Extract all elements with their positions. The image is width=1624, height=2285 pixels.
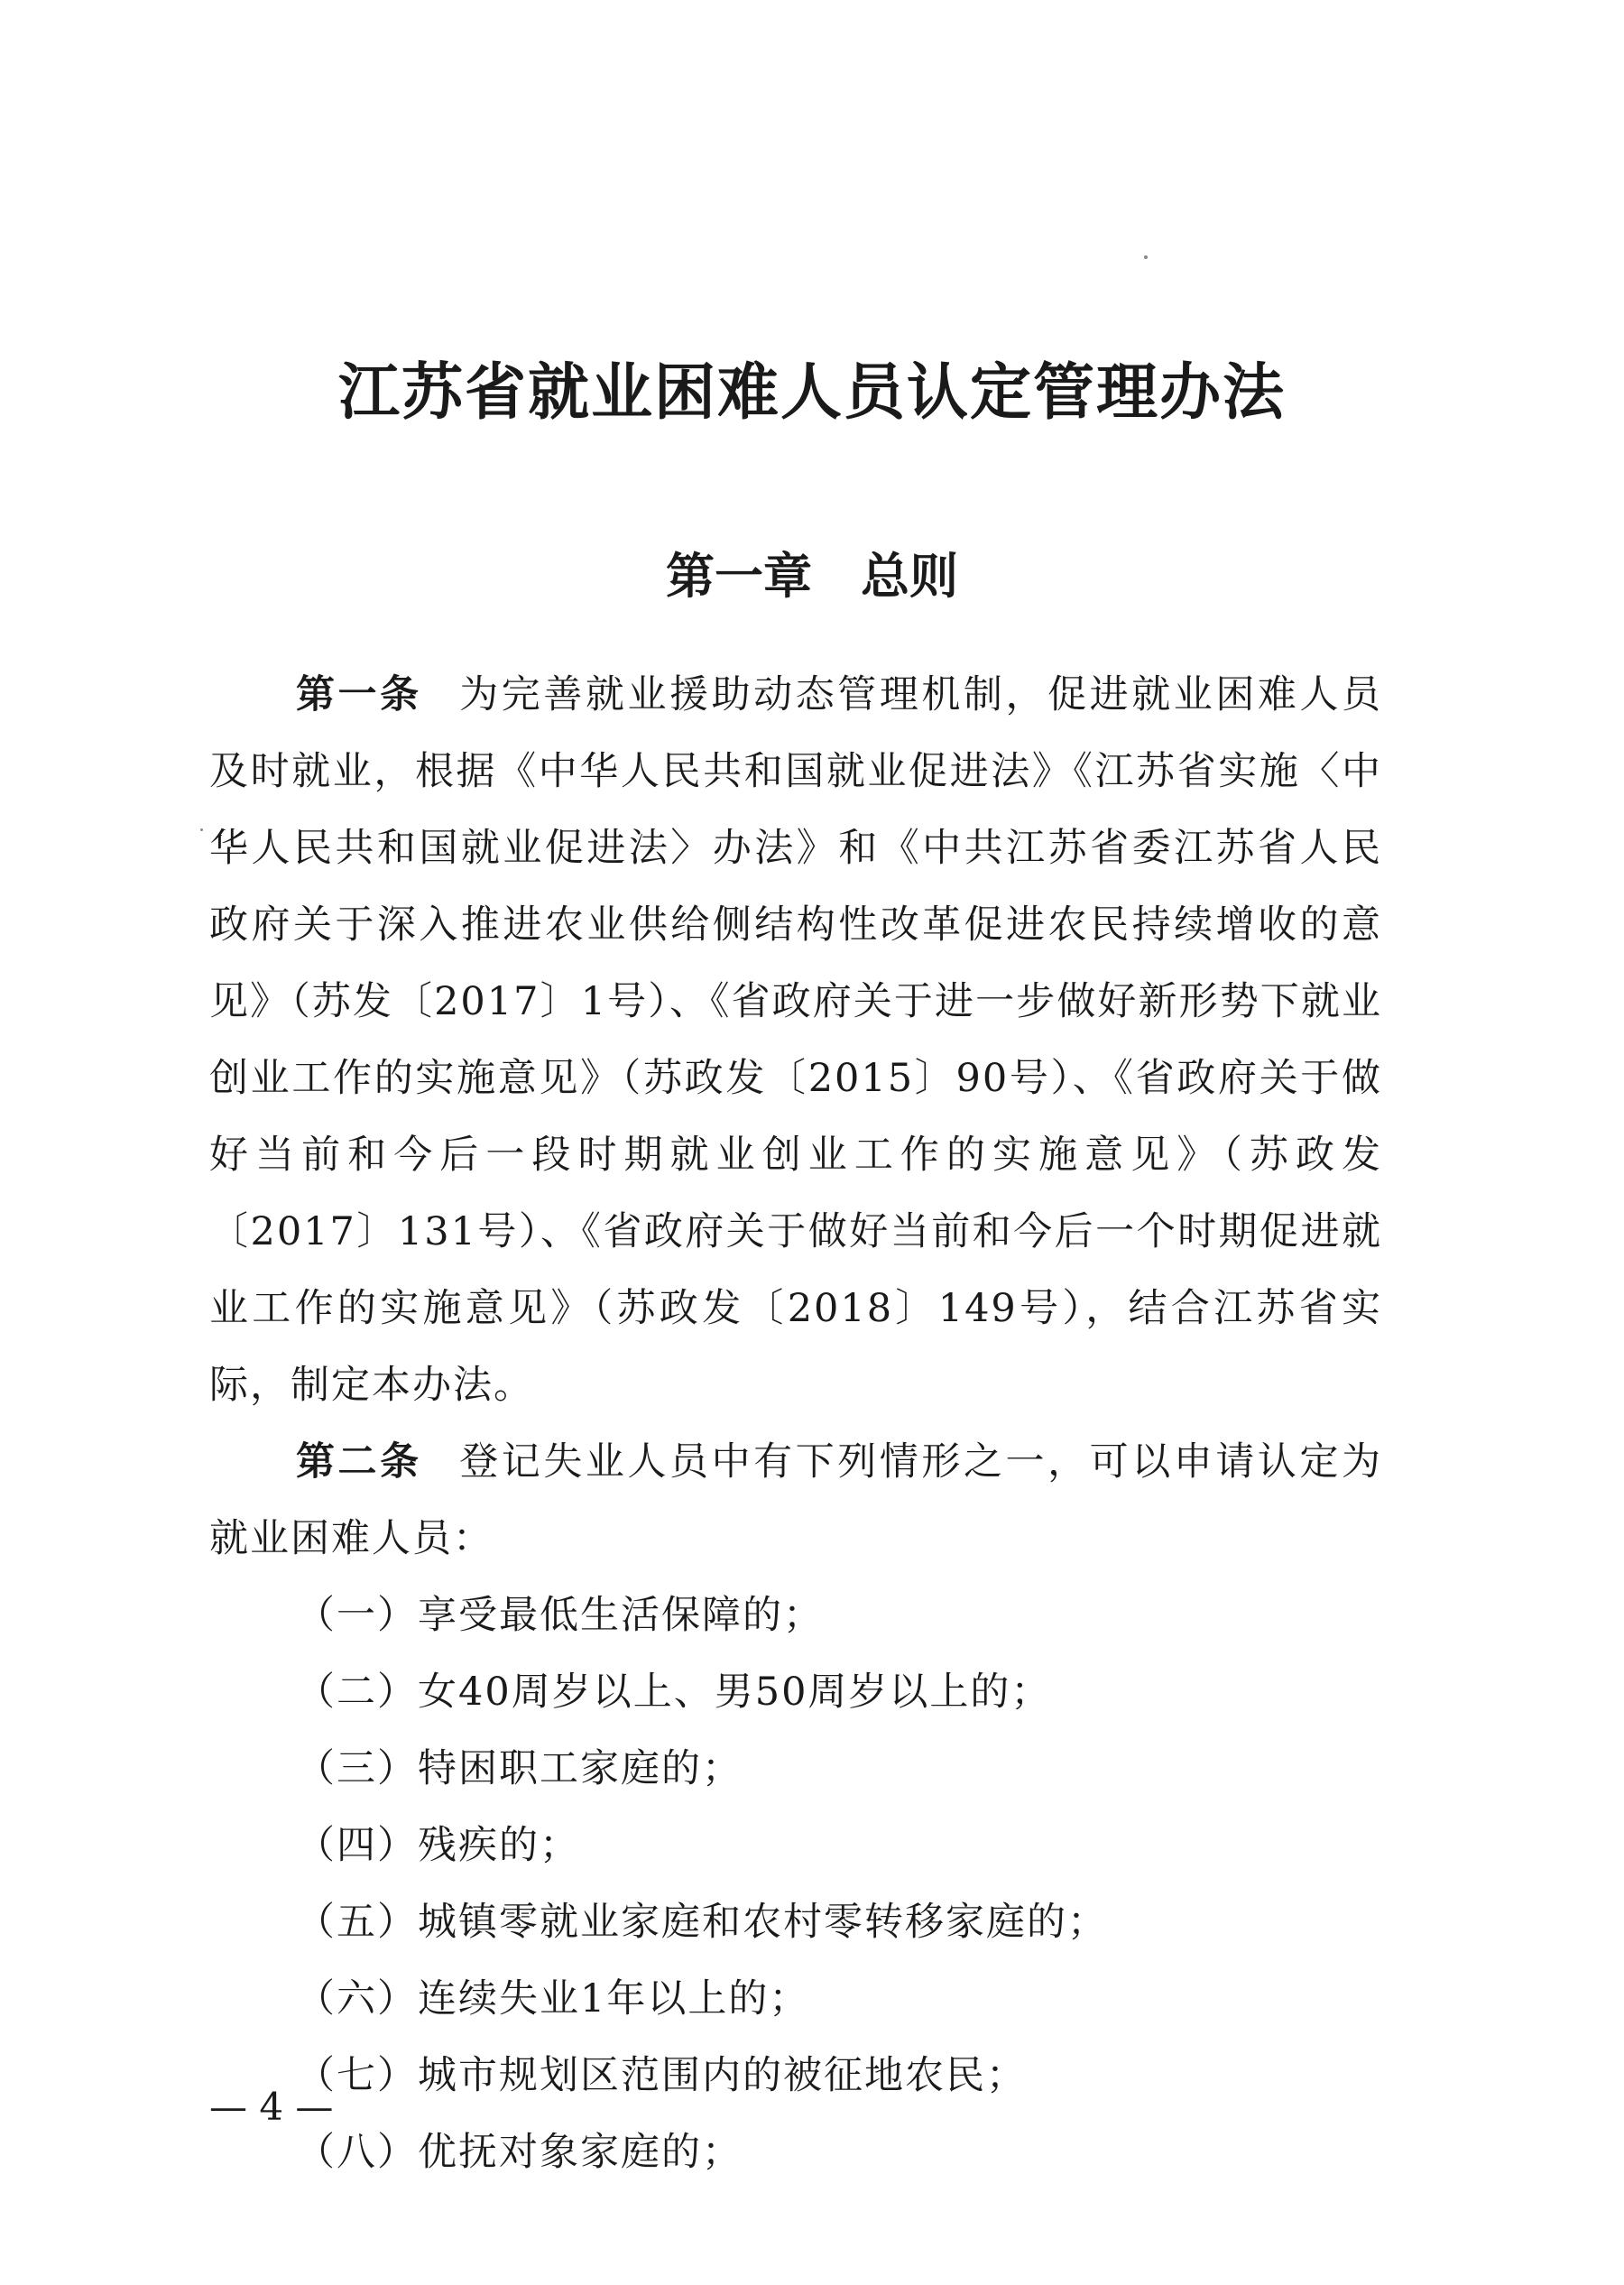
page-number: — 4 — — [209, 2085, 334, 2129]
chapter-title: 第一章 总则 — [666, 547, 958, 605]
article-2 — [209, 1424, 1382, 1577]
list-item-2: （二）女40周岁以上、男50周岁以上的； — [296, 1670, 1052, 1715]
list-item-1: （一）享受最低生活保障的； — [296, 1593, 824, 1638]
list-item-7: （七）城市规划区范围内的被征地农民； — [296, 2053, 1027, 2098]
scan-speck — [1144, 255, 1148, 259]
scan-speck — [200, 828, 203, 831]
document-body — [209, 657, 1382, 2191]
document-title: 江苏省就业困难人员认定管理办法 — [337, 356, 1286, 429]
list-item-6: （六）连续失业1年以上的； — [296, 1976, 810, 2021]
article-1-label: 第一条 — [296, 672, 422, 717]
article-1-text: 为完善就业援助动态管理机制，促进就业困难人员及时就业，根据《中华人民共和国就业促进法》《江苏省实施〈中华人民共和国就业促进法〉办法》和《中共江苏省委江苏省人民政府关于深入推进农业供给侧结构性改革促进农民持续增收的意见》（苏发〔2017〕1号）、《省政府关于进一步做好新形势下就业创业工作的实施意见》（苏政发〔2015〕90号）、《省政府关于做好当前和今后一段时期就业创业工作的实施意见》（苏政发〔2017〕131号）、《省政府关于做好当前和今后一个时期促进就业工作的实施意见》（苏政发〔2018〕149号），结合江苏省实际，制定本办法。 — [209, 672, 1383, 1408]
article-2-text: 登记失业人员中有下列情形之一，可以申请认定为就业困难人员： — [209, 1439, 1383, 1561]
list-item-5: （五）城镇零就业家庭和农村零转移家庭的； — [296, 1900, 1108, 1945]
article-1 — [209, 657, 1382, 1424]
list-item-3: （三）特困职工家庭的； — [296, 1746, 743, 1791]
list-item-4: （四）残疾的； — [296, 1823, 580, 1868]
article-2-label: 第二条 — [296, 1439, 422, 1485]
list-item-8: （八）优抚对象家庭的； — [296, 2130, 743, 2175]
